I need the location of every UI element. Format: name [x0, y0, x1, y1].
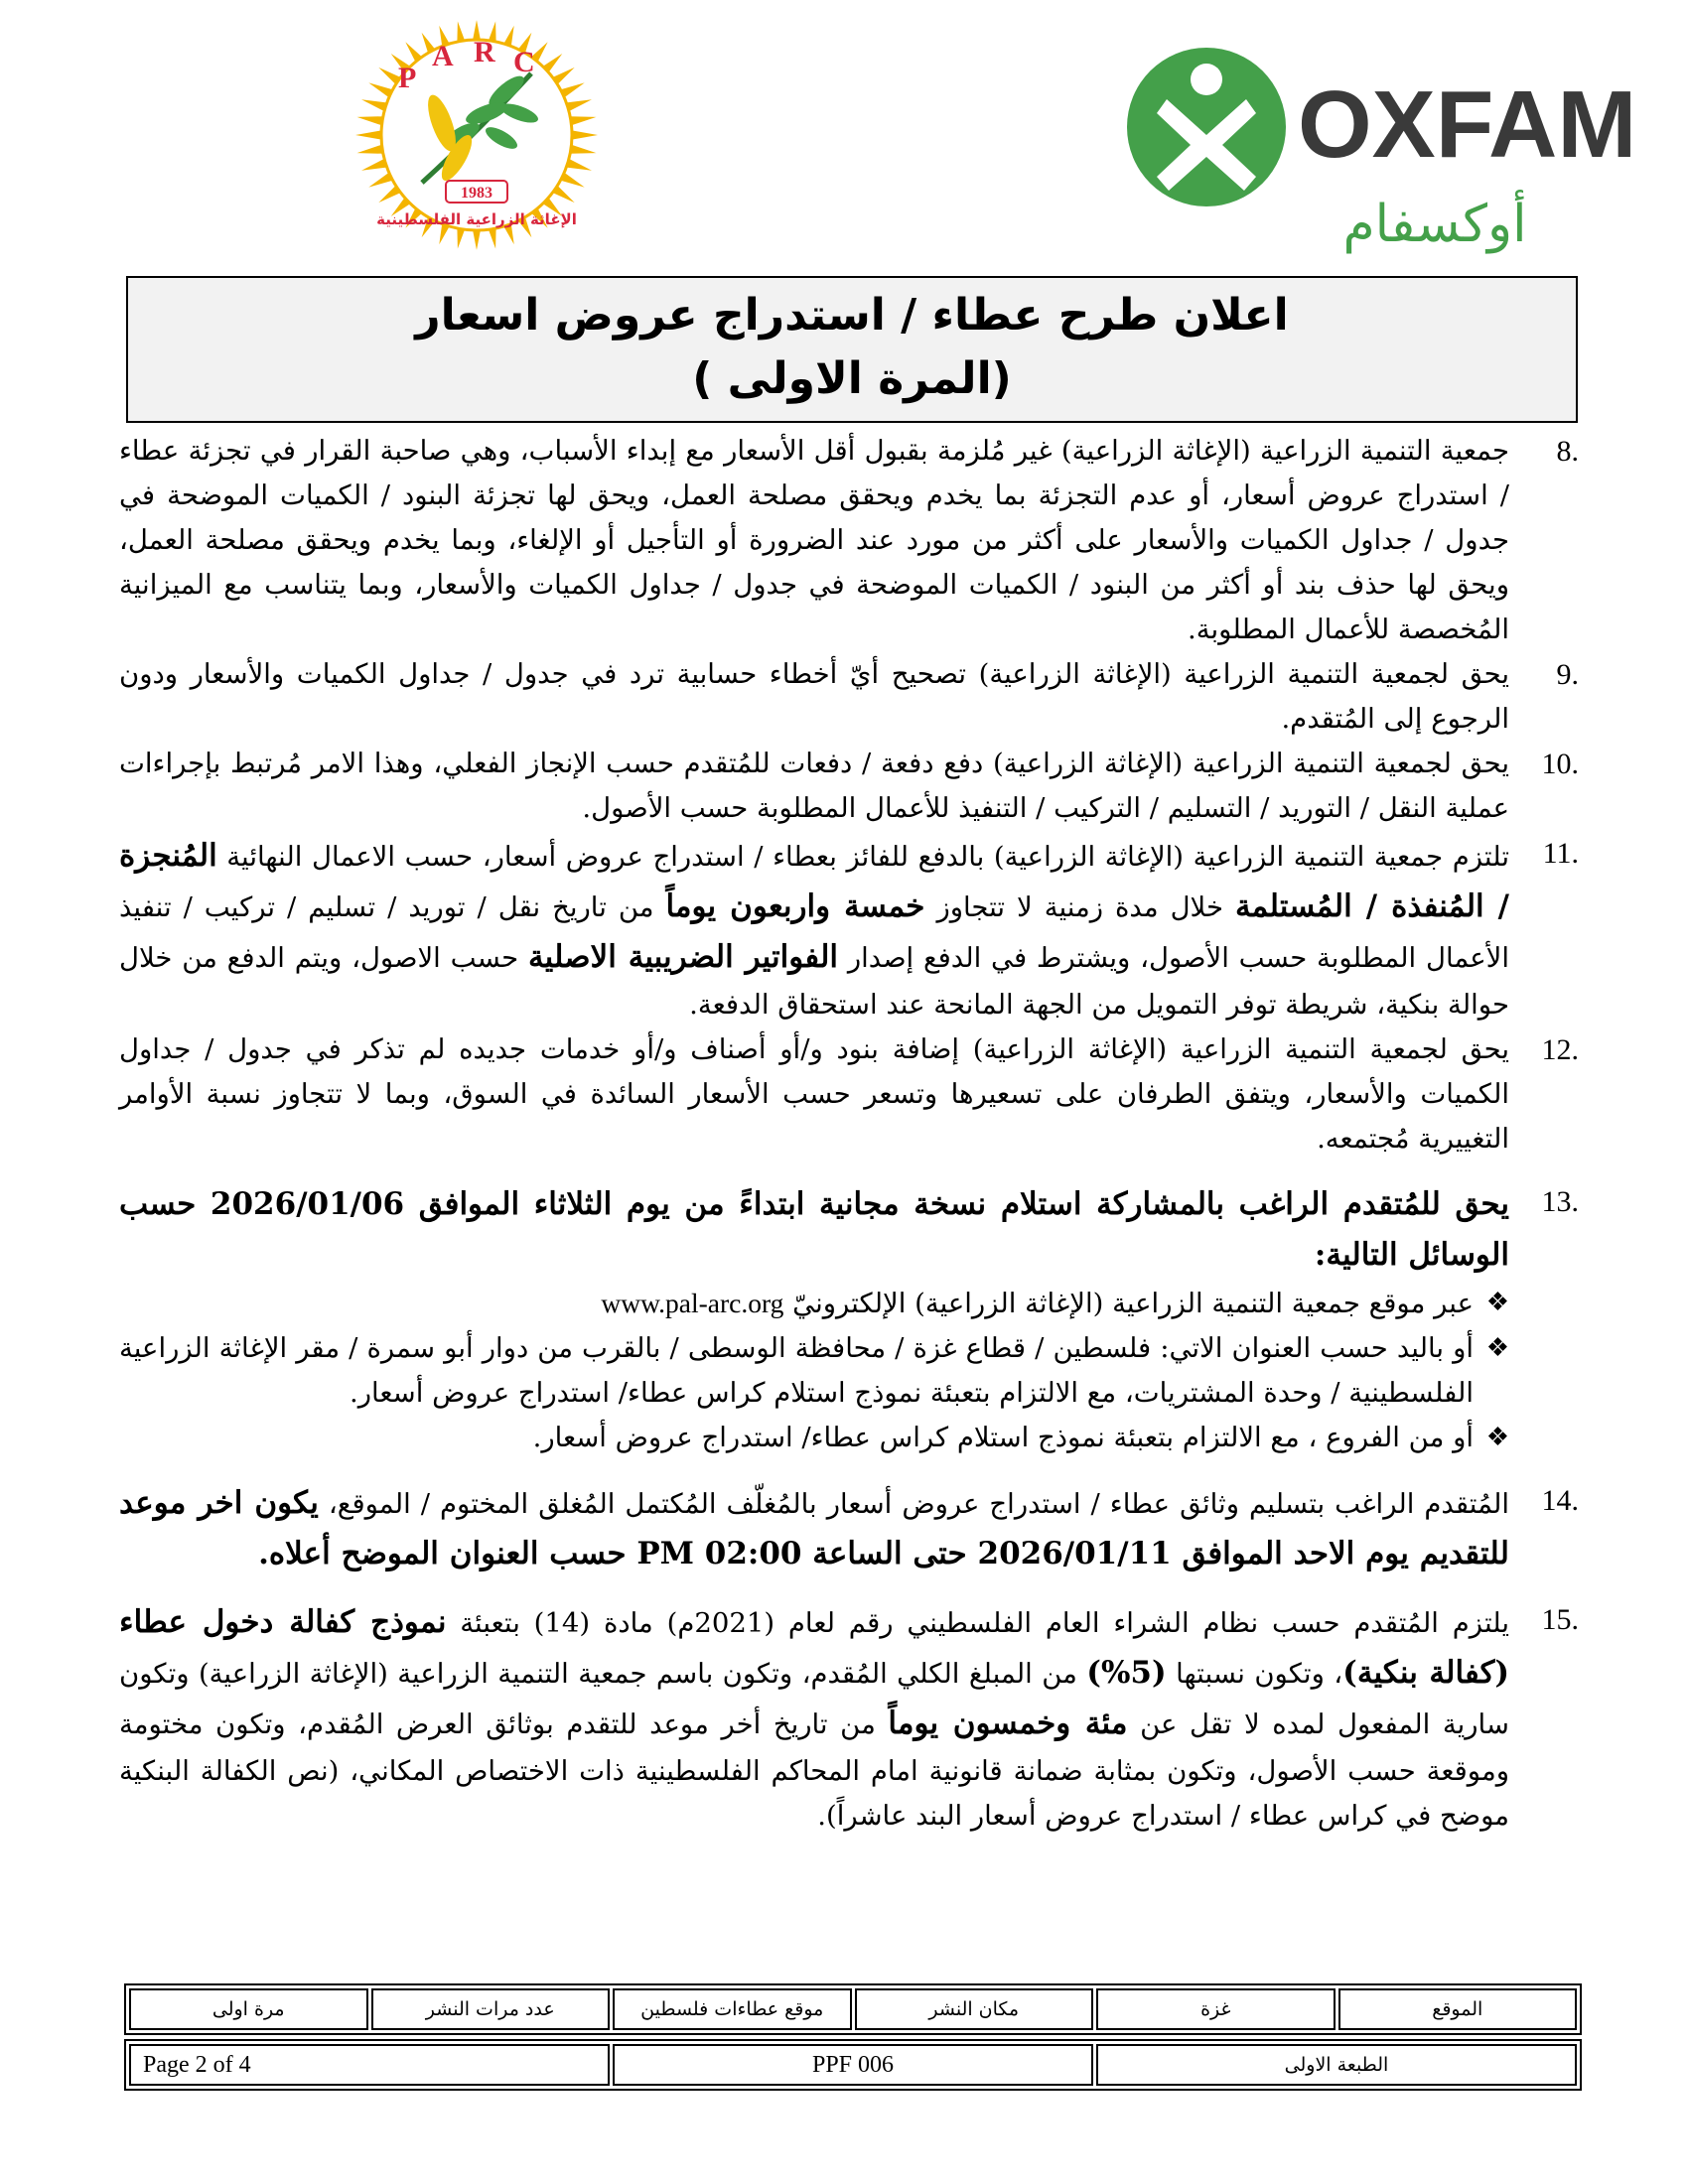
announcement-title: اعلان طرح عطاء / استدراج عروض اسعار — [415, 290, 1289, 341]
term-text-part: من المبلغ الكلي المُقدم، وتكون باسم جمعية التنمية الزراعية (الإغاثة الزراعية) وتكون سارية المفعول لمده لا تقل عن — [119, 1658, 1509, 1740]
term-item-14 — [119, 1478, 1579, 1579]
terms-list — [119, 429, 1579, 1839]
bullet-item — [119, 1281, 1509, 1326]
term-emphasis: يحق للمُتقدم الراغب بالمشاركة استلام نسخة مجانية ابتداءً من يوم الثلاثاء الموافق 2026/01/06 حسب الوسائل التالية: — [119, 1186, 1510, 1273]
document-info-table — [124, 2039, 1582, 2091]
term-item-15 — [119, 1597, 1579, 1839]
term-number: 10. — [1541, 748, 1579, 780]
footer-cell: مرة اولى — [129, 1988, 368, 2030]
website-link[interactable]: www.pal-arc.org — [601, 1288, 784, 1318]
term-text: يحق لجمعية التنمية الزراعية (الإغاثة الزراعية) دفع دفعة / دفعات للمُتقدم حسب الإنجاز الفعلي، وهذا الامر مُرتبط بإجراءات عملية النقل / التوريد / التسليم / التركيب / التنفيذ للأعمال المطلوبة حسب الأصول. — [119, 748, 1509, 824]
term-number: 9. — [1556, 658, 1579, 691]
term-emphasis: (5%) — [1086, 1655, 1167, 1691]
term-number: 8. — [1556, 435, 1579, 468]
term-text-part: من تاريخ نقل / توريد / تسليم / تركيب / تنفيذ الأعمال المطلوبة حسب الأصول، ويشترط في الدفع إصدار — [119, 891, 1510, 974]
parc-letter-a: A — [432, 40, 454, 72]
term-emphasis: الفواتير الضريبية الاصلية — [527, 939, 839, 975]
footer-cell: الموقع — [1338, 1988, 1578, 2030]
oxfam-logo — [1127, 18, 1637, 261]
diamond-bullet-icon: ❖ — [1485, 1423, 1509, 1452]
announcement-subtitle: (المرة الاولى ) — [692, 353, 1012, 404]
diamond-bullet-icon: ❖ — [1485, 1288, 1509, 1317]
term-number: 15. — [1541, 1603, 1579, 1636]
term-item-13 — [119, 1179, 1579, 1460]
diamond-bullet-icon: ❖ — [1485, 1333, 1509, 1363]
publication-info-table — [124, 1983, 1582, 2035]
term-text-part: حسب الاصول، ويتم الدفع من خلال حوالة بنكية، شريطة توفر التمويل من الجهة المانحة عند استحقاق الدفعة. — [119, 942, 1509, 1021]
footer-cell: موقع عطاءات فلسطين — [613, 1988, 852, 2030]
term-item-9 — [119, 652, 1579, 742]
parc-letter-r: R — [474, 36, 495, 68]
form-code-cell: PPF 006 — [613, 2044, 1093, 2086]
term-text-part: تلتزم جمعية التنمية الزراعية (الإغاثة الزراعية) بالدفع للفائز بعطاء / استدراج عروض أسعار، حسب الاعمال النهائية — [216, 841, 1509, 873]
term-text: يحق لجمعية التنمية الزراعية (الإغاثة الزراعية) إضافة بنود و/أو أصناف و/أو خدمات جديده لم تذكر في جدول / جداول الكميات والأسعار، ويتفق الطرفان على تسعيرها وتسعر حسب الأسعار السائدة في السوق، وبما لا تتجاوز نسبة الأوامر التغييرية مُجتمعه. — [119, 1033, 1509, 1155]
term-number: 13. — [1541, 1185, 1579, 1218]
term-emphasis: نموذج كفالة دخول عطاء (كفالة بنكية) — [119, 1604, 1510, 1691]
bullet-item — [119, 1326, 1509, 1416]
footer-cell: غزة — [1096, 1988, 1336, 2030]
term-number: 14. — [1541, 1484, 1579, 1517]
parc-arabic-name: الإغاثة الزراعية الفلسطينية — [376, 210, 577, 228]
parc-logo — [263, 14, 690, 262]
oxfam-arabic-wordmark: أوكسفام — [1342, 195, 1527, 254]
bullet-item — [119, 1416, 1509, 1460]
term-item-12 — [119, 1027, 1579, 1161]
announcement-title-box — [126, 276, 1578, 423]
edition-cell: الطبعة الاولى — [1096, 2044, 1577, 2086]
term-text-part: ، وتكون نسبتها — [1166, 1658, 1343, 1690]
term-emphasis: يكون اخر موعد للتقديم يوم الاحد الموافق 2026/01/11 حتى الساعة 02:00 PM حسب العنوان الموضح أعلاه. — [119, 1485, 1509, 1571]
bullet-text: عبر موقع جمعية التنمية الزراعية (الإغاثة الزراعية) الإلكترونيّ — [792, 1288, 1474, 1319]
term-text-part: من تاريخ أخر موعد للتقدم بوثائق العرض المُقدم، وتكون مختومة وموقعة حسب الأصول، وتكون بمثابة ضمانة قانونية امام المحاكم الفلسطينية ذات الاختصاص المكاني، (نص الكفالة البنكية موضح في كراس عطاء / استدراج عروض أسعار البند عاشراً). — [119, 1708, 1509, 1832]
oxfam-wordmark: OXFAM — [1298, 71, 1637, 178]
term-emphasis: خمسة واربعون يوماً — [665, 888, 925, 924]
bullet-text: أو باليد حسب العنوان الاتي: فلسطين / قطاع غزة / محافظة الوسطى / بالقرب من دوار أبو سمرة / مقر الإغاثة الزراعية الفلسطينية / وحدة المشتريات، مع الالتزام بتعبئة نموذج استلام كراس عطاء/ استدراج عروض أسعار. — [119, 1332, 1474, 1409]
term-item-8 — [119, 429, 1579, 652]
term-text: يحق لجمعية التنمية الزراعية (الإغاثة الزراعية) تصحيح أيّ أخطاء حسابية ترد في جدول / جداول الكميات والأسعار ودون الرجوع إلى المُتقدم. — [119, 658, 1509, 735]
term-text-part: خلال مدة زمنية لا تتجاوز — [924, 891, 1235, 923]
term-emphasis: المُنجزة / المُنفذة / المُستلمة — [119, 838, 1509, 924]
footer-cell: عدد مرات النشر — [371, 1988, 611, 2030]
page-number-cell: Page 2 of 4 — [129, 2044, 610, 2086]
term-text: جمعية التنمية الزراعية (الإغاثة الزراعية) غير مُلزمة بقبول أقل الأسعار مع إبداء الأسباب، وهي صاحبة القرار في تجزئة عطاء / استدراج عروض أسعار، أو عدم التجزئة بما يخدم ويحقق مصلحة العمل، ويحق لها تجزئة البنود / الكميات الموضحة في جدول / جداول الكميات والأسعار على أكثر من مورد عند الضرورة أو التأجيل أو الإلغاء، وبما يخدم ويحقق مصلحة العمل، ويحق لها حذف بند أو أكثر من البنود / الكميات الموضحة في جدول / جداول الكميات والأسعار، وبما يتناسب مع الميزانية المُخصصة للأعمال المطلوبة. — [119, 435, 1509, 645]
term-text-part: المُتقدم الراغب بتسليم وثائق عطاء / استدراج عروض أسعار بالمُغلّف المُكتمل المُغلق المختوم / الموقع، — [318, 1488, 1509, 1520]
parc-letter-p: P — [398, 62, 417, 94]
term-text-part: يلتزم المُتقدم حسب نظام الشراء العام الفلسطيني رقم لعام (2021م) مادة (14) بتعبئة — [446, 1607, 1509, 1639]
bullet-text: أو من الفروع ، مع الالتزام بتعبئة نموذج استلام كراس عطاء/ استدراج عروض أسعار. — [532, 1422, 1474, 1453]
term-item-10 — [119, 742, 1579, 831]
parc-year: 1983 — [461, 185, 492, 202]
term-item-11 — [119, 831, 1579, 1027]
footer-cell: مكان النشر — [855, 1988, 1094, 2030]
parc-letter-c: C — [513, 46, 535, 78]
term-emphasis: مئة وخمسون يوماً — [888, 1706, 1128, 1741]
term-number: 12. — [1541, 1033, 1579, 1066]
term-number: 11. — [1542, 837, 1579, 870]
